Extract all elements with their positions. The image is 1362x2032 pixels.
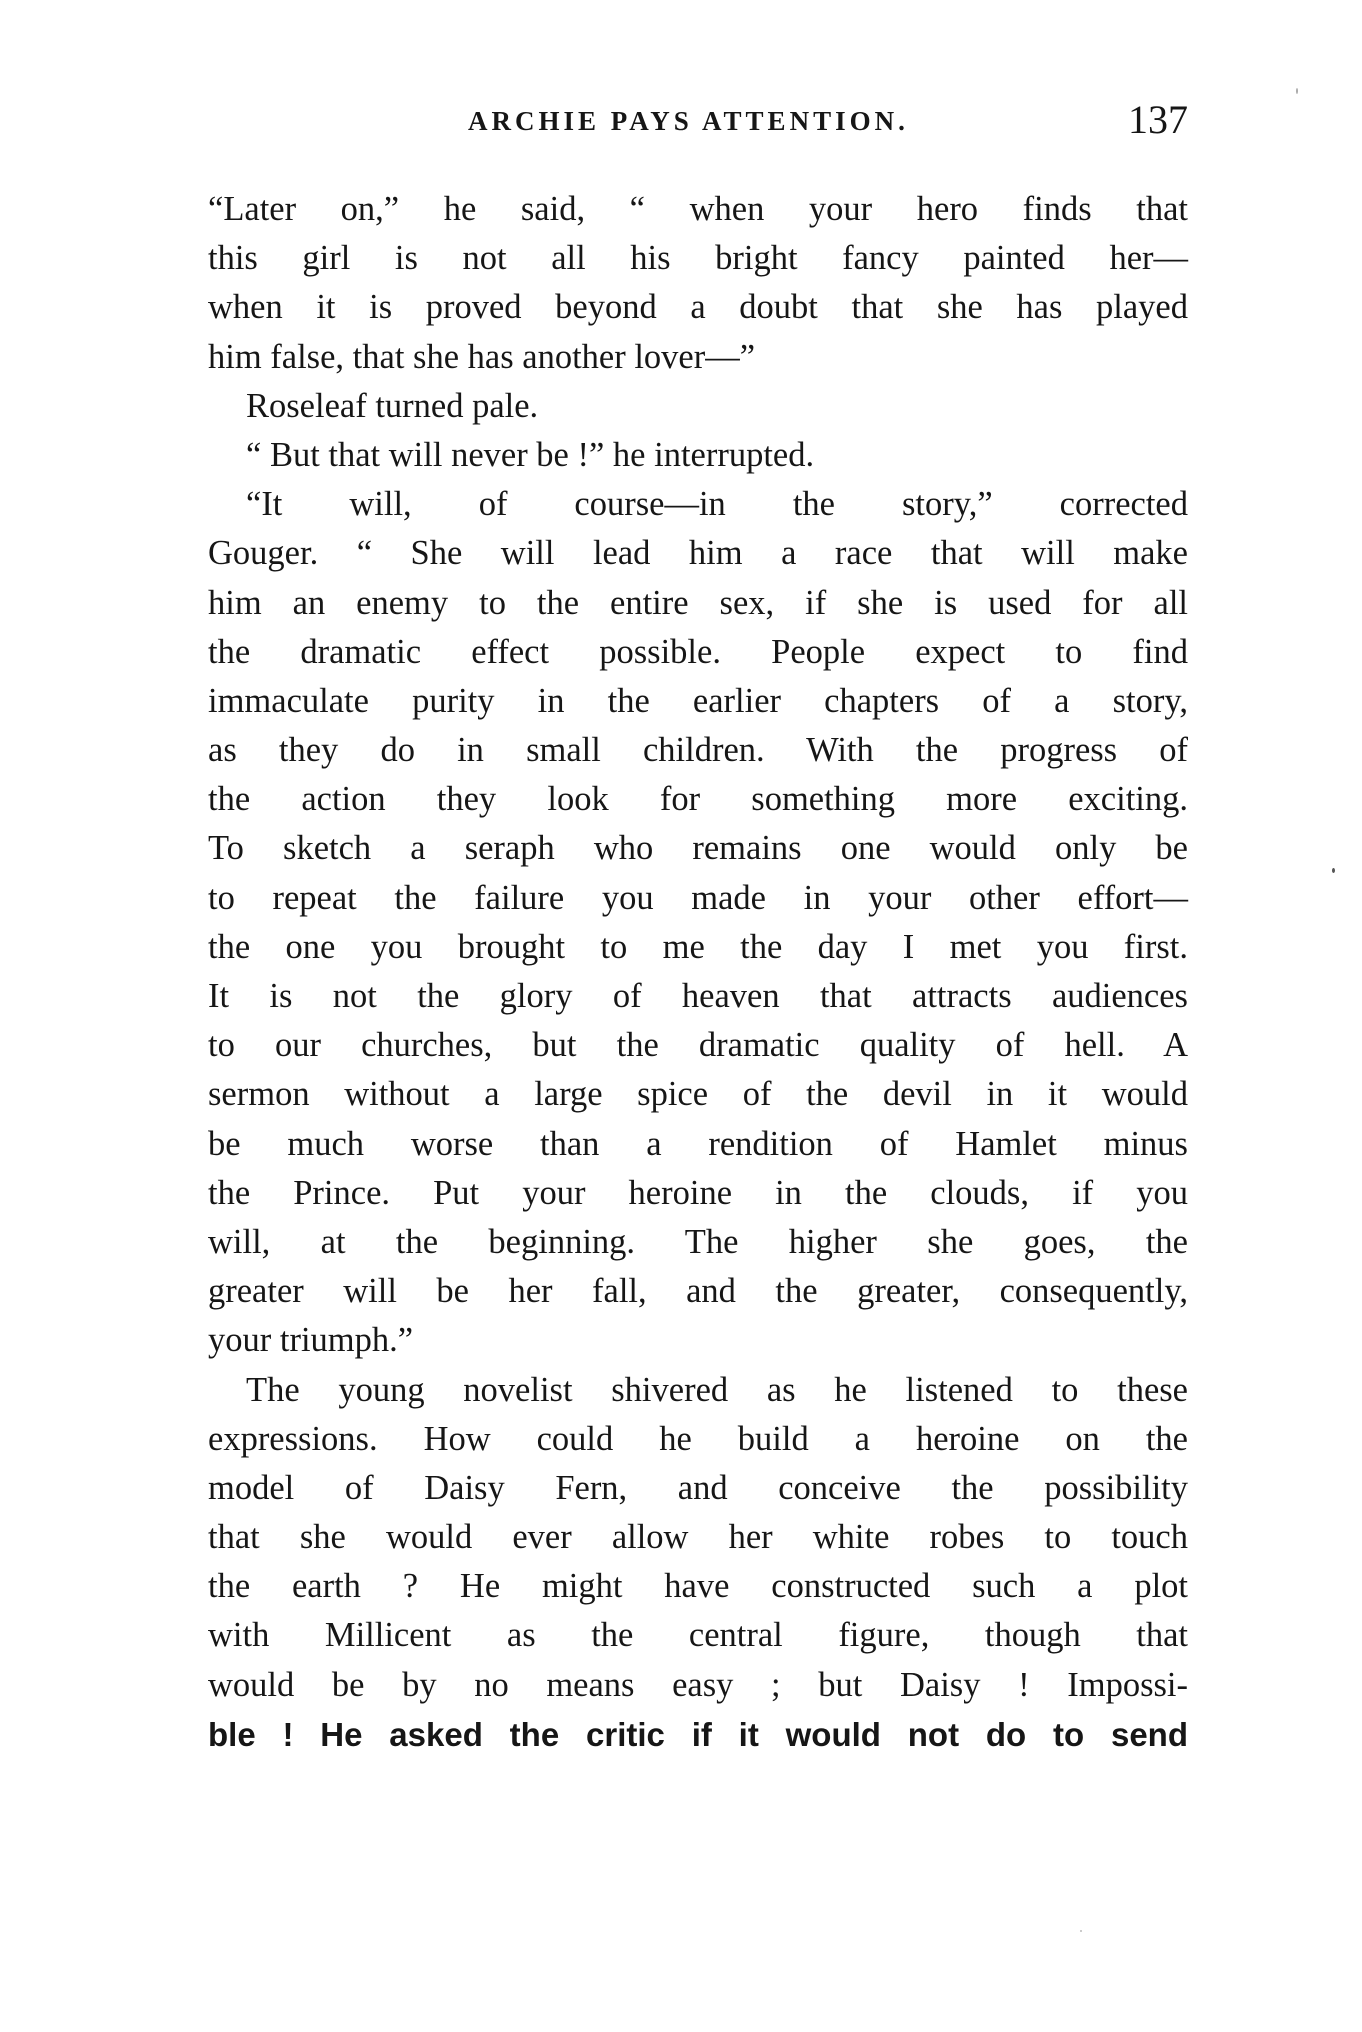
text-line: expressions. How could he build a heroine on the [208,1419,1188,1458]
running-title: ARCHIE PAYS ATTENTION. [468,106,909,136]
text-line: that she would ever allow her white robes to touch [208,1518,1188,1557]
text-line: model of Daisy Fern, and conceive the possibility [208,1468,1188,1507]
text-line: the Prince. Put your heroine in the clouds, if you [208,1173,1188,1212]
text-line: “Later on,” he said, “ when your hero finds that [208,190,1188,228]
text-line: be much worse than a rendition of Hamlet minus [208,1124,1188,1163]
text-line: “ But that will never be !” he interrupted. [246,435,815,474]
running-head [208,96,1188,146]
body-text [208,185,1188,1759]
text-line: the action they look for something more exciting. [208,780,1188,819]
text-line: when it is proved beyond a doubt that she has played [208,288,1188,327]
text-line: would be by no means easy ; but Daisy ! Impossi- [208,1665,1188,1704]
text-line: as they do in small children. With the progress of [208,731,1188,770]
text-line: will, at the beginning. The higher she goes, the [208,1222,1188,1261]
text-line: with Millicent as the central figure, though that [208,1616,1188,1655]
text-line: The young novelist shivered as he listened to these [246,1370,1188,1409]
paper-speck [1332,868,1335,873]
text-line: Gouger. “ She will lead him a race that will make [208,534,1188,573]
text-line: sermon without a large spice of the devil in it would [208,1075,1188,1114]
text-line: “It will, of course—in the story,” corrected [246,485,1188,524]
page-number: 137 [1128,97,1188,142]
text-line: to repeat the failure you made in your other effort— [208,878,1188,917]
text-line: the earth ? He might have constructed such a plot [208,1567,1188,1606]
text-line: the dramatic effect possible. People expect to find [208,632,1188,671]
text-line: the one you brought to me the day I met you first. [208,927,1188,966]
text-line: this girl is not all his bright fancy painted her— [208,239,1188,278]
text-line: immaculate purity in the earlier chapters of a story, [208,681,1188,720]
paper-speck [1296,88,1298,94]
text-line: Roseleaf turned pale. [246,386,539,425]
text-line: To sketch a seraph who remains one would only be [208,829,1188,868]
text-line: him false, that she has another lover—” [208,337,756,376]
text-line: It is not the glory of heaven that attracts audiences [208,977,1188,1015]
text-line: greater will be her fall, and the greater, consequently, [208,1272,1188,1311]
text-line: your triumph.” [208,1321,414,1360]
text-line: ble ! He asked the critic if it would not do to send [208,1715,1188,1753]
paper-speck [1080,1930,1082,1932]
text-line: to our churches, but the dramatic quality of hell. A [208,1026,1188,1065]
text-line: him an enemy to the entire sex, if she is used for all [208,583,1188,622]
